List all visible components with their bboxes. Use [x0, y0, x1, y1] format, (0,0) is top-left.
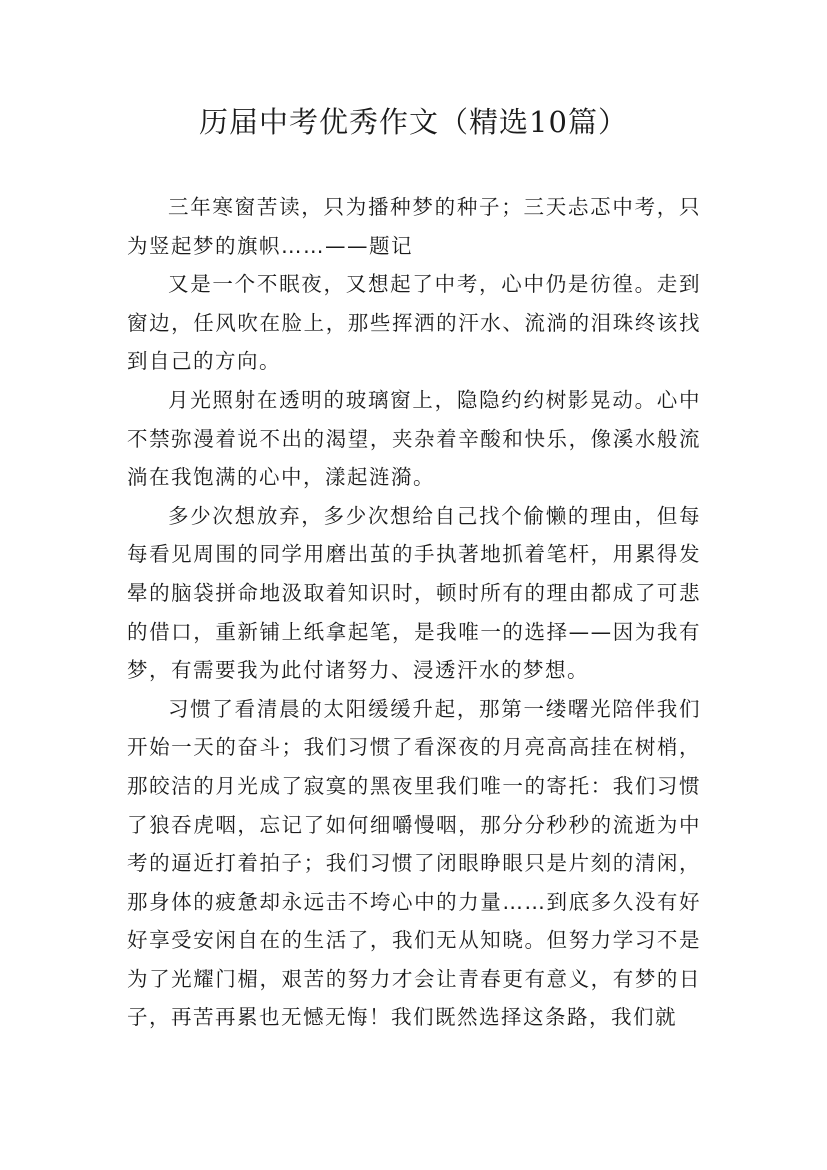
- document-body: [127, 188, 701, 1037]
- paragraph-epigraph: 三年寒窗苦读，只为播种梦的种子；三天忐忑中考，只为竖起梦的旗帜……——题记: [127, 195, 701, 258]
- paragraph: 月光照射在透明的玻璃窗上，隐隐约约树影晃动。心中不禁弥漫着说不出的渴望，夹杂着辛酸和快乐，像溪水般流淌在我饱满的心中，漾起涟漪。: [127, 387, 701, 490]
- document-title: 历届中考优秀作文（精选10篇）: [199, 105, 628, 139]
- paragraph: 多少次想放弃，多少次想给自己找个偷懒的理由，但每每看见周围的同学用磨出茧的手执著地抓着笔杆，用累得发晕的脑袋拼命地汲取着知识时，顿时所有的理由都成了可悲的借口，重新铺上纸拿起笔，是我唯一的选择——因为我有梦，有需要我为此付诸努力、浸透汗水的梦想。: [127, 503, 701, 683]
- paragraph: 又是一个不眠夜，又想起了中考，心中仍是彷徨。走到窗边，任风吹在脸上，那些挥洒的汗水、流淌的泪珠终该找到自己的方向。: [127, 272, 701, 374]
- paragraph: 习惯了看清晨的太阳缓缓升起，那第一缕曙光陪伴我们开始一天的奋斗；我们习惯了看深夜的月亮高高挂在树梢，那皎洁的月光成了寂寞的黑夜里我们唯一的寄托：我们习惯了狼吞虎咽，忘记了如何细嚼慢咽，那分分秒秒的流逝为中考的逼近打着拍子；我们习惯了闭眼睁眼只是片刻的清闲，那身体的疲惫却永远击不垮心中的力量……到底多久没有好好享受安闲自在的生活了，我们无从知晓。但努力学习不是为了光耀门楣，艰苦的努力才会让青春更有意义，有梦的日子，再苦再累也无憾无悔！我们既然选择这条路，我们就: [127, 696, 701, 1030]
